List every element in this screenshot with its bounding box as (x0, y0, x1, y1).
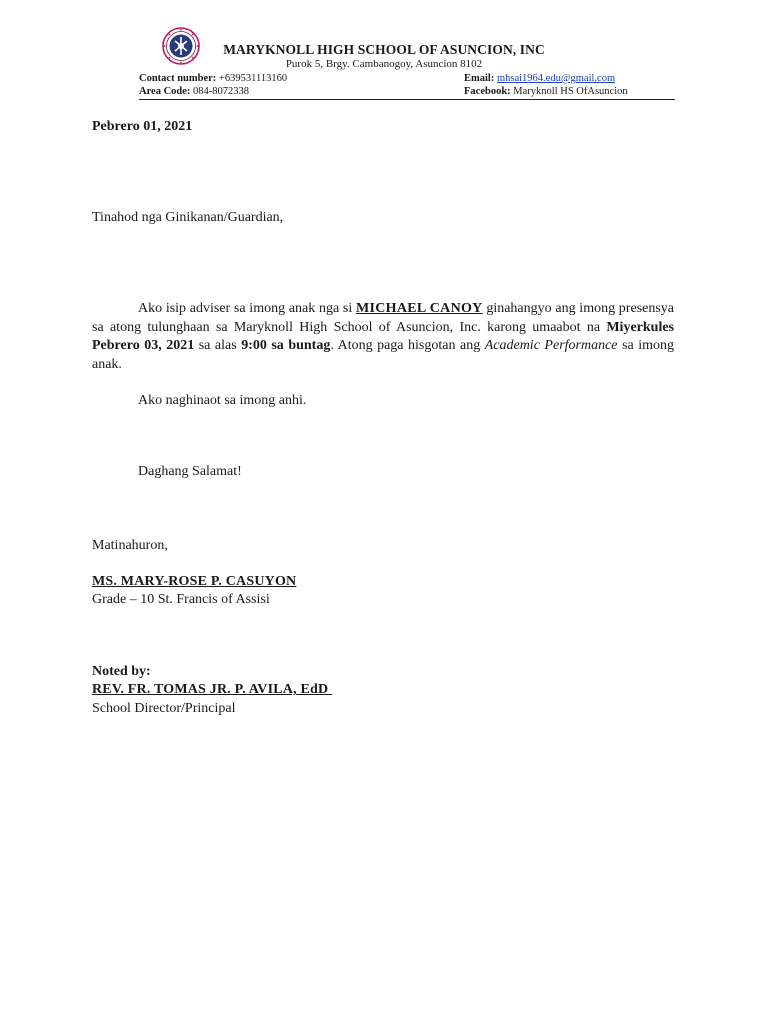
salutation: Tinahod nga Ginikanan/Guardian, (92, 210, 284, 225)
para-text-2: ginahangyo ang imong presensya sa atong tulunghaan sa Maryknoll High School of Asuncion, Inc. karong umaabot na (92, 301, 675, 335)
contact-row-1 (139, 72, 679, 85)
header-divider (139, 99, 675, 100)
para-text-5: sa imong anak. (92, 338, 674, 372)
email-label: Email: (464, 73, 495, 84)
meeting-date: Miyerkules Pebrero 03, 2021 (92, 319, 674, 353)
school-seal-icon (162, 27, 200, 65)
area-code-value: 084-8072338 (190, 86, 250, 97)
email (464, 72, 615, 85)
closing: Matinahuron, (92, 538, 168, 553)
noter-name: REV. FR. TOMAS JR. P. AVILA, EdD (92, 682, 332, 697)
student-name: MICHAEL CANOY (355, 301, 483, 316)
para-text-4: . Atong paga hisgotan ang (330, 338, 485, 353)
signer-title: Grade – 10 St. Francis of Assisi (92, 592, 270, 607)
facebook (464, 85, 628, 98)
contact-number-value: +639531113160 (216, 73, 288, 84)
signer-name: MS. MARY-ROSE P. CASUYON (92, 574, 297, 589)
main-paragraph (92, 300, 674, 374)
contact-row-2 (139, 85, 679, 98)
email-link[interactable]: mhsai1964.edu@gmail.com (496, 73, 616, 84)
contact-number (139, 72, 287, 85)
area-code-label: Area Code: (139, 86, 191, 97)
noted-by-label: Noted by: (92, 664, 151, 679)
school-name: MARYKNOLL HIGH SCHOOL OF ASUNCION, INC (223, 42, 545, 57)
meeting-topic: Academic Performance (484, 338, 618, 353)
second-paragraph: Ako naghinaot sa imong anhi. (138, 393, 307, 408)
contact-number-label: Contact number: (139, 73, 217, 84)
area-code (139, 85, 249, 98)
para-text-3: sa alas (194, 338, 242, 353)
facebook-value: Maryknoll HS OfAsuncion (510, 86, 628, 97)
letter-date: Pebrero 01, 2021 (92, 119, 193, 134)
thanks-line: Daghang Salamat! (138, 464, 242, 479)
noter-title: School Director/Principal (92, 701, 236, 716)
meeting-time: 9:00 sa buntag (241, 338, 331, 353)
facebook-label: Facebook: (464, 86, 511, 97)
para-text-1: Ako isip adviser sa imong anak nga si (138, 301, 356, 316)
school-address: Purok 5, Brgy. Cambanogoy, Asuncion 8102 (285, 58, 483, 70)
